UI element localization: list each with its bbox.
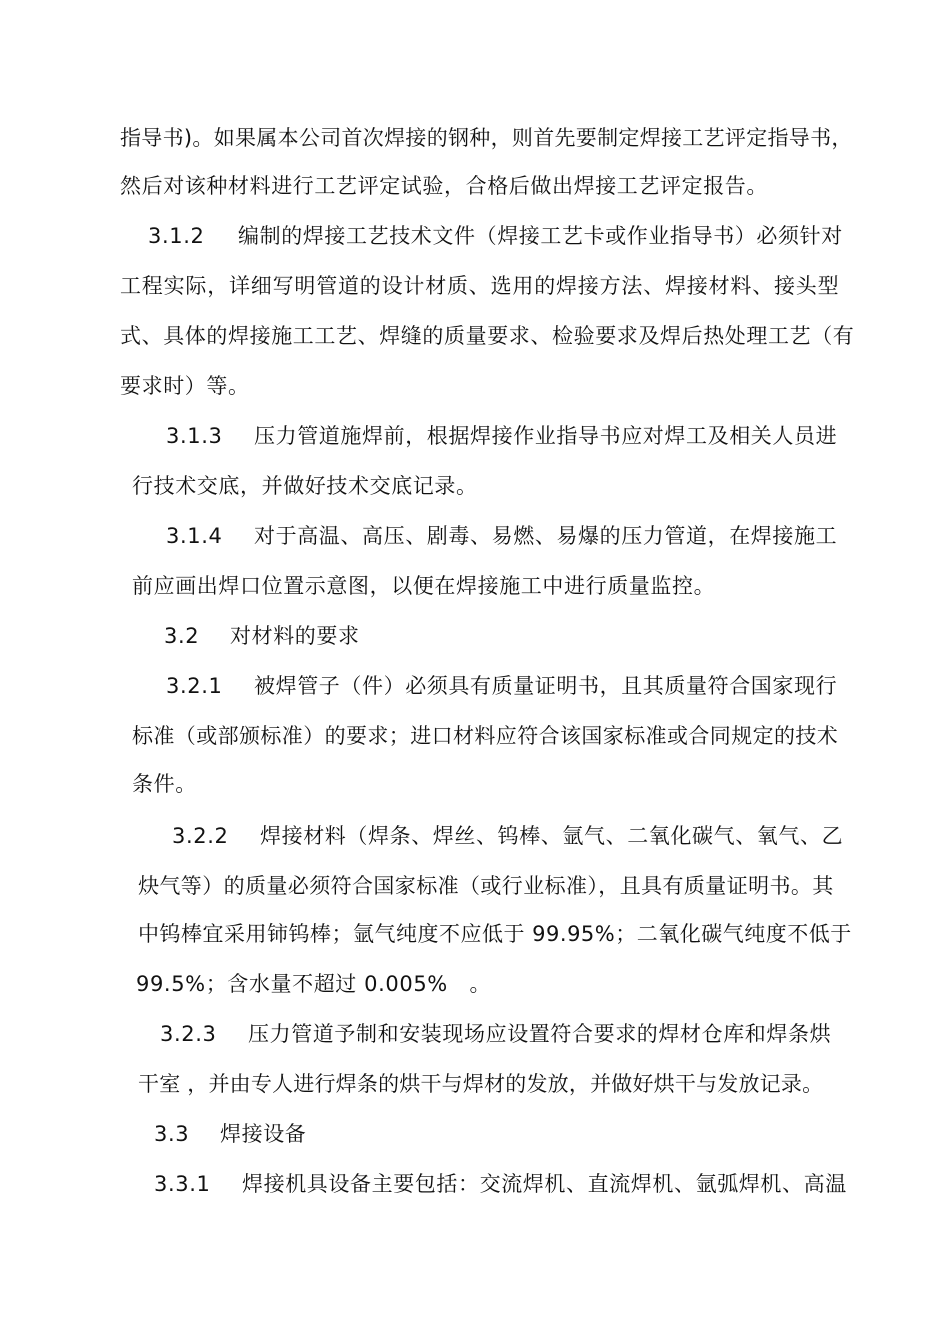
text-line: 干室 ，并由专人进行焊条的烘干与焊材的发放，并做好烘干与发放记录。	[138, 1072, 824, 1096]
text-segment: 焊接机具设备主要包括：交流焊机、直流焊机、氩弧焊机、高温	[242, 1172, 847, 1196]
section-number: 3.2.2	[172, 824, 229, 848]
text-segment: 压力管道予制和安装现场应设置符合要求的焊材仓库和焊条烘	[248, 1022, 832, 1046]
text-line	[166, 522, 837, 550]
text-line: 炔气等）的质量必须符合国家标准（或行业标准），且具有质量证明书。其	[138, 874, 834, 898]
text-segment: 编制的焊接工艺技术文件（焊接工艺卡或作业指导书）必须针对	[238, 224, 843, 248]
text-line	[166, 672, 837, 700]
text-line: 行技术交底，并做好技术交底记录。	[132, 474, 478, 498]
text-line: 标准（或部颁标准）的要求；进口材料应符合该国家标准或合同规定的技术	[132, 724, 839, 748]
text-line: 中钨棒宜采用铈钨棒；氩气纯度不应低于 99.95%；二氧化碳气纯度不低于	[138, 922, 852, 946]
text-line: 指导书)。如果属本公司首次焊接的钢种，则首先要制定焊接工艺评定指导书，	[120, 126, 853, 150]
section-number: 3.3.1	[154, 1172, 211, 1196]
text-line: 工程实际，详细写明管道的设计材质、选用的焊接方法、焊接材料、接头型	[120, 274, 840, 298]
text-line	[148, 222, 843, 250]
text-line	[164, 622, 360, 650]
text-line	[160, 1020, 831, 1048]
section-number: 3.2.1	[166, 674, 223, 698]
text-segment: 焊接材料（焊条、焊丝、钨棒、氩气、二氧化碳气、氧气、乙	[260, 824, 844, 848]
section-number: 3.2	[164, 624, 200, 648]
section-title: 焊接设备	[220, 1122, 307, 1146]
text-line	[166, 422, 837, 450]
text-segment: 压力管道施焊前，根据焊接作业指导书应对焊工及相关人员进	[254, 424, 838, 448]
text-line: 前应画出焊口位置示意图，以便在焊接施工中进行质量监控。	[132, 574, 716, 598]
section-title: 对材料的要求	[230, 624, 360, 648]
text-line: 条件。	[132, 772, 197, 796]
text-line: 要求时）等。	[120, 374, 250, 398]
section-number: 3.1.3	[166, 424, 223, 448]
section-number: 3.1.2	[148, 224, 205, 248]
text-segment: 被焊管子（件）必须具有质量证明书，且其质量符合国家现行	[254, 674, 838, 698]
text-segment: 对于高温、高压、剧毒、易燃、易爆的压力管道，在焊接施工	[254, 524, 838, 548]
section-number: 3.3	[154, 1122, 190, 1146]
text-line	[172, 822, 843, 850]
section-number: 3.2.3	[160, 1022, 217, 1046]
text-line: 然后对该种材料进行工艺评定试验，合格后做出焊接工艺评定报告。	[120, 174, 768, 198]
section-number: 3.1.4	[166, 524, 223, 548]
text-line: 99.5%；含水量不超过 0.005% 。	[136, 972, 492, 996]
text-line	[154, 1170, 847, 1198]
text-line: 式、具体的焊接施工工艺、焊缝的质量要求、检验要求及焊后热处理工艺（有	[120, 324, 855, 348]
text-line	[154, 1120, 306, 1148]
